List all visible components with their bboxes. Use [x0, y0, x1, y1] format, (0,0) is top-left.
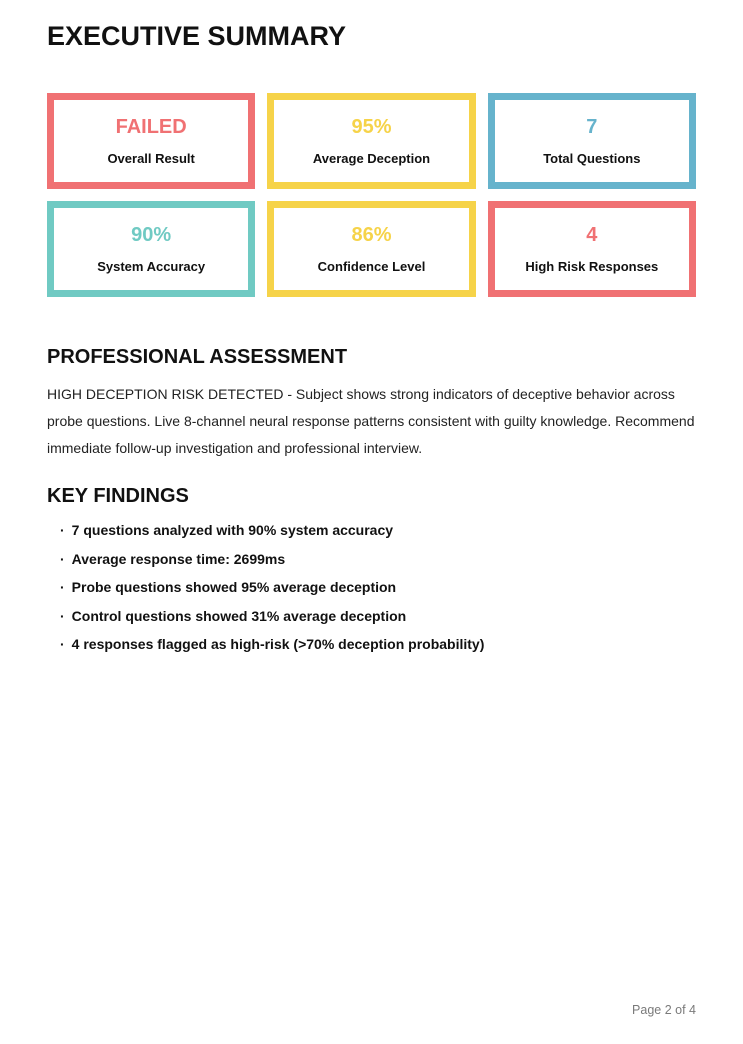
bullet-icon: ·	[60, 636, 65, 652]
key-findings-heading: KEY FINDINGS	[47, 485, 189, 507]
finding-item	[47, 545, 696, 574]
metric-label: Total Questions	[543, 151, 641, 166]
metric-card-average-deception	[267, 93, 475, 189]
metric-card-overall-result	[47, 93, 255, 189]
metric-label: High Risk Responses	[525, 259, 659, 274]
finding-item	[47, 573, 696, 602]
finding-text: 4 responses flagged as high-risk (>70% deception probability)	[71, 636, 485, 652]
finding-item	[47, 630, 696, 659]
metric-card-system-accuracy	[47, 201, 255, 297]
key-findings-list	[47, 516, 696, 659]
finding-text: Control questions showed 31% average deception	[71, 607, 407, 624]
finding-text: 7 questions analyzed with 90% system accuracy	[71, 522, 394, 538]
metric-card-high-risk-responses	[488, 201, 696, 297]
page-number: Page 2 of 4	[632, 1003, 696, 1017]
metric-card-confidence-level	[267, 201, 475, 297]
bullet-icon: ·	[60, 522, 65, 538]
bullet-icon: ·	[60, 550, 65, 567]
finding-text: Probe questions showed 95% average deception	[71, 579, 397, 595]
metric-value: 86%	[351, 224, 392, 246]
assessment-heading: PROFESSIONAL ASSESSMENT	[47, 346, 348, 368]
metric-value: FAILED	[115, 116, 187, 138]
bullet-icon: ·	[60, 607, 65, 624]
finding-text: Average response time: 2699ms	[71, 550, 286, 567]
bullet-icon: ·	[60, 579, 65, 595]
metric-card-total-questions	[488, 93, 696, 189]
metric-label: Confidence Level	[317, 259, 426, 274]
metric-cards-grid	[47, 93, 696, 297]
metric-value: 7	[586, 116, 598, 138]
metric-value: 4	[586, 224, 598, 246]
metric-label: Overall Result	[107, 151, 195, 166]
finding-item	[47, 516, 696, 545]
metric-label: Average Deception	[312, 151, 431, 166]
page-title: EXECUTIVE SUMMARY	[47, 21, 347, 51]
finding-item	[47, 602, 696, 631]
metric-value: 95%	[351, 116, 392, 138]
metric-label: System Accuracy	[97, 259, 206, 274]
assessment-body-text: HIGH DECEPTION RISK DETECTED - Subject shows strong indicators of deceptive behavior across probe questions. Live 8-channel neural response patterns consistent with guilty knowledge. Recommend immediate follow-up investigation and professional interview.	[47, 386, 695, 456]
metric-value: 90%	[131, 224, 172, 246]
